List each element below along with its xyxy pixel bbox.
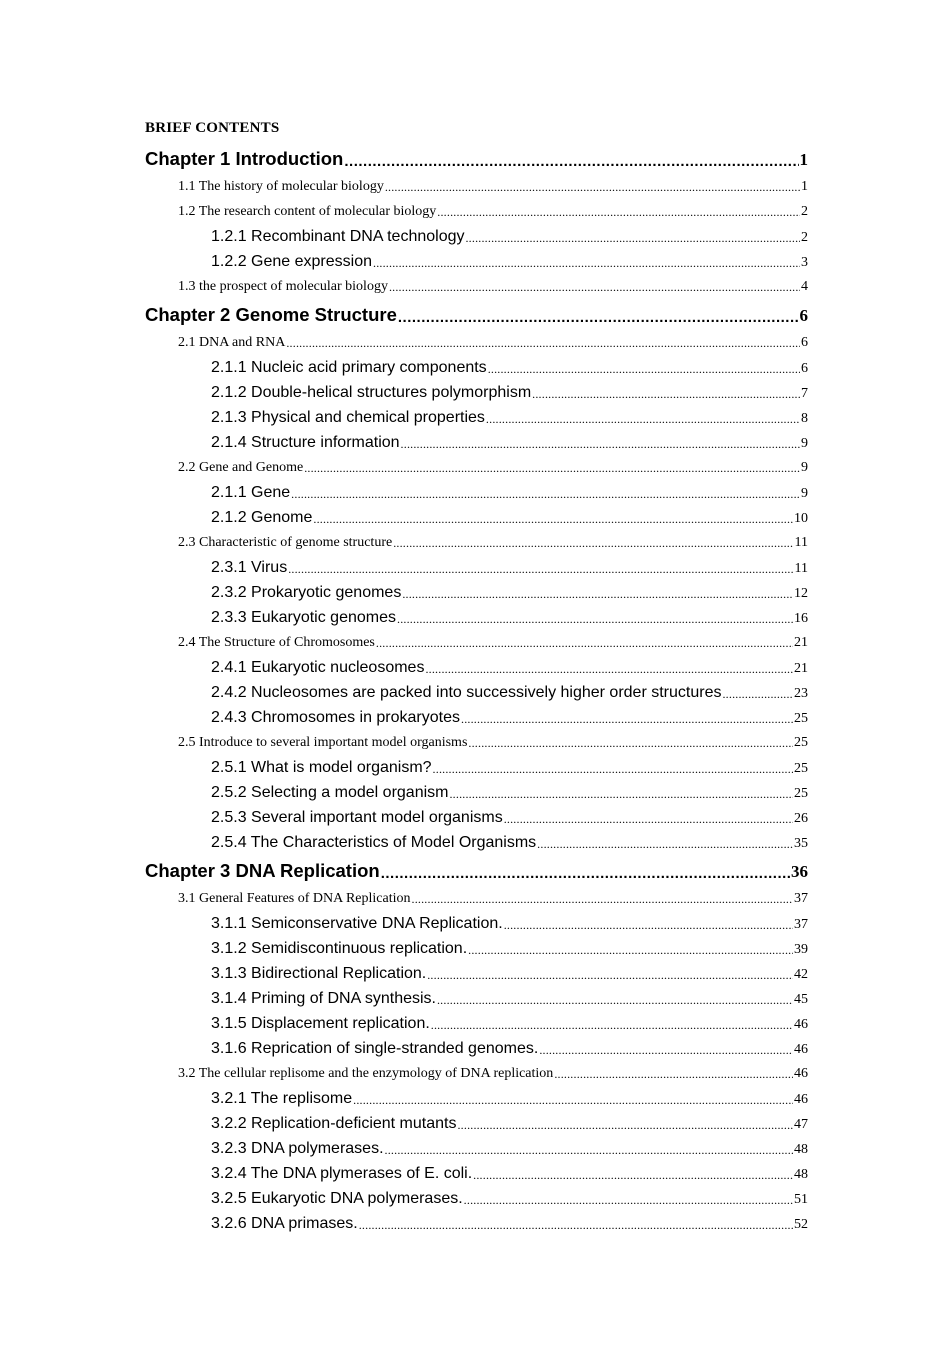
toc-entry-title: 2.1 DNA and RNA — [178, 335, 286, 350]
toc-subsection-entry[interactable] — [145, 680, 808, 705]
toc-entry-page-number: 2 — [801, 230, 808, 245]
dot-leader — [449, 787, 793, 802]
toc-entry-title: 3.1 General Features of DNA Replication — [178, 891, 411, 906]
dot-leader — [468, 736, 793, 751]
toc-entry-page-number: 2 — [801, 204, 808, 219]
toc-entry-page-number: 7 — [801, 386, 808, 401]
toc-subsection-entry[interactable] — [145, 1211, 808, 1236]
dot-leader — [437, 205, 800, 220]
toc-subsection-entry[interactable] — [145, 380, 808, 405]
dot-leader — [425, 662, 793, 677]
toc-subsection-entry[interactable] — [145, 755, 808, 780]
toc-entry-title: 3.2.4 The DNA plymerases of E. coli. — [211, 1165, 473, 1182]
toc-entry-title: 2.1.2 Genome — [211, 509, 313, 526]
dot-leader — [554, 1067, 793, 1082]
toc-entry-page-number: 11 — [794, 535, 808, 550]
toc-entry-title: 2.5.2 Selecting a model organism — [211, 784, 449, 801]
toc-entry-page-number: 25 — [794, 711, 808, 726]
dot-leader — [313, 512, 793, 527]
dot-leader — [385, 180, 800, 195]
toc-entry-title: Chapter 2 Genome Structure — [145, 304, 397, 325]
toc-subsection-entry[interactable] — [145, 355, 808, 380]
toc-entry-title: 1.2.2 Gene expression — [211, 253, 372, 270]
dot-leader — [722, 687, 793, 702]
dot-leader — [373, 256, 800, 271]
toc-entry-page-number: 25 — [794, 761, 808, 776]
toc-entry-title: Chapter 1 Introduction — [145, 148, 344, 169]
dot-leader — [433, 762, 793, 777]
dot-leader — [389, 280, 800, 295]
toc-entry-title: 2.1.1 Nucleic acid primary components — [211, 359, 487, 376]
dot-leader — [504, 812, 793, 827]
toc-entry-title: 2.5 Introduce to several important model organisms — [178, 735, 468, 750]
toc-subsection-entry[interactable] — [145, 1136, 808, 1161]
toc-subsection-entry[interactable] — [145, 1086, 808, 1111]
toc-entry-page-number: 48 — [794, 1142, 808, 1157]
toc-subsection-entry[interactable] — [145, 705, 808, 730]
toc-subsection-entry[interactable] — [145, 555, 808, 580]
toc-subsection-entry[interactable] — [145, 936, 808, 961]
dot-leader — [402, 587, 793, 602]
toc-section-entry[interactable] — [145, 730, 808, 755]
toc-section-entry[interactable] — [145, 630, 808, 655]
toc-section-entry[interactable] — [145, 274, 808, 299]
toc-subsection-entry[interactable] — [145, 1011, 808, 1036]
toc-section-entry[interactable] — [145, 174, 808, 199]
toc-subsection-entry[interactable] — [145, 249, 808, 274]
toc-subsection-entry[interactable] — [145, 1036, 808, 1061]
toc-entry-title: 2.1.3 Physical and chemical properties — [211, 409, 485, 426]
toc-subsection-entry[interactable] — [145, 830, 808, 855]
dot-leader — [288, 562, 793, 577]
toc-entry-page-number: 1 — [799, 150, 808, 169]
toc-subsection-entry[interactable] — [145, 480, 808, 505]
toc-entry-page-number: 12 — [794, 586, 808, 601]
dot-leader — [457, 1118, 793, 1133]
toc-entry-title: 3.2.5 Eukaryotic DNA polymerases. — [211, 1190, 463, 1207]
toc-entry-title: 2.4 The Structure of Chromosomes — [178, 635, 375, 650]
dot-leader — [412, 892, 794, 907]
toc-subsection-entry[interactable] — [145, 1161, 808, 1186]
toc-entry-page-number: 9 — [801, 460, 808, 475]
toc-entry-title: 1.1 The history of molecular biology — [178, 179, 384, 194]
dot-leader — [539, 1043, 793, 1058]
dot-leader — [461, 712, 793, 727]
dot-leader — [537, 837, 793, 852]
toc-subsection-entry[interactable] — [145, 986, 808, 1011]
toc-subsection-entry[interactable] — [145, 405, 808, 430]
dot-leader — [532, 387, 800, 402]
toc-subsection-entry[interactable] — [145, 505, 808, 530]
toc-entry-page-number: 47 — [794, 1117, 808, 1132]
toc-entry-page-number: 46 — [794, 1066, 808, 1081]
toc-entry-title: 2.3 Characteristic of genome structure — [178, 535, 393, 550]
toc-entry-page-number: 42 — [794, 967, 808, 982]
toc-entry-page-number: 23 — [794, 686, 808, 701]
toc-subsection-entry[interactable] — [145, 1111, 808, 1136]
toc-entry-page-number: 37 — [794, 891, 808, 906]
toc-heading: BRIEF CONTENTS — [145, 120, 280, 136]
toc-entry-page-number: 37 — [794, 917, 808, 932]
toc-entry-page-number: 6 — [799, 306, 808, 325]
toc-subsection-entry[interactable] — [145, 780, 808, 805]
toc-chapter-entry[interactable] — [145, 299, 808, 330]
toc-entry-page-number: 6 — [801, 361, 808, 376]
toc-entry-page-number: 46 — [794, 1042, 808, 1057]
toc-entry-page-number: 46 — [794, 1092, 808, 1107]
toc-chapter-entry[interactable] — [145, 146, 808, 174]
toc-subsection-entry[interactable] — [145, 605, 808, 630]
toc-entry-title: 3.2.6 DNA primases. — [211, 1215, 358, 1232]
table-of-contents — [145, 146, 808, 1236]
toc-entry-title: 2.5.4 The Characteristics of Model Organisms — [211, 834, 537, 851]
dot-leader — [376, 636, 793, 651]
toc-entry-title: 3.1.3 Bidirectional Replication. — [211, 965, 427, 982]
dot-leader — [437, 993, 793, 1008]
toc-entry-title: 2.4.3 Chromosomes in prokaryotes — [211, 709, 460, 726]
toc-entry-page-number: 51 — [794, 1192, 808, 1207]
dot-leader — [464, 1193, 793, 1208]
dot-leader — [504, 918, 793, 933]
toc-entry-title: 3.2 The cellular replisome and the enzymology of DNA replication — [178, 1066, 554, 1081]
toc-subsection-entry[interactable] — [145, 580, 808, 605]
dot-leader — [401, 437, 800, 452]
toc-section-entry[interactable] — [145, 199, 808, 224]
toc-entry-page-number: 25 — [794, 786, 808, 801]
dot-leader — [385, 1143, 793, 1158]
toc-entry-title: 2.3.2 Prokaryotic genomes — [211, 584, 402, 601]
toc-entry-page-number: 1 — [801, 179, 808, 194]
toc-entry-title: 3.1.4 Priming of DNA synthesis. — [211, 990, 436, 1007]
toc-entry-title: 2.3.1 Virus — [211, 559, 288, 576]
dot-leader — [393, 536, 793, 551]
dot-leader — [486, 412, 800, 427]
toc-entry-page-number: 46 — [794, 1017, 808, 1032]
toc-entry-title: 1.2.1 Recombinant DNA technology — [211, 228, 465, 245]
toc-entry-title: 2.4.2 Nucleosomes are packed into successively higher order structures — [211, 684, 722, 701]
toc-section-entry[interactable] — [145, 330, 808, 355]
toc-entry-page-number: 48 — [794, 1167, 808, 1182]
toc-subsection-entry[interactable] — [145, 224, 808, 249]
toc-entry-page-number: 8 — [801, 411, 808, 426]
toc-entry-page-number: 3 — [801, 255, 808, 270]
dot-leader — [465, 231, 800, 246]
toc-subsection-entry[interactable] — [145, 805, 808, 830]
toc-section-entry[interactable] — [145, 530, 808, 555]
toc-chapter-entry[interactable] — [145, 855, 808, 886]
toc-entry-page-number: 16 — [794, 611, 808, 626]
toc-entry-page-number: 36 — [791, 862, 808, 881]
dot-leader — [397, 612, 793, 627]
toc-entry-page-number: 26 — [794, 811, 808, 826]
dot-leader — [304, 461, 800, 476]
toc-section-entry[interactable] — [145, 886, 808, 911]
dot-leader — [291, 487, 800, 502]
toc-entry-title: 2.1.2 Double-helical structures polymorphism — [211, 384, 532, 401]
toc-entry-title: Chapter 3 DNA Replication — [145, 860, 380, 881]
toc-entry-title: 2.5.3 Several important model organisms — [211, 809, 503, 826]
toc-entry-title: 3.1.2 Semidiscontinuous replication. — [211, 940, 468, 957]
dot-leader — [468, 943, 793, 958]
toc-entry-page-number: 10 — [794, 511, 808, 526]
toc-entry-page-number: 9 — [801, 436, 808, 451]
toc-entry-page-number: 21 — [794, 661, 808, 676]
toc-entry-title: 2.1.1 Gene — [211, 484, 291, 501]
toc-entry-page-number: 52 — [794, 1217, 808, 1232]
toc-entry-title: 2.4.1 Eukaryotic nucleosomes — [211, 659, 425, 676]
toc-subsection-entry[interactable] — [145, 1186, 808, 1211]
dot-leader — [359, 1218, 793, 1233]
dot-leader — [431, 1018, 793, 1033]
toc-entry-page-number: 45 — [794, 992, 808, 1007]
dot-leader — [488, 362, 800, 377]
toc-entry-title: 2.2 Gene and Genome — [178, 460, 304, 475]
toc-section-entry[interactable] — [145, 1061, 808, 1086]
dot-leader — [381, 865, 790, 882]
dot-leader — [427, 968, 793, 983]
toc-section-entry[interactable] — [145, 455, 808, 480]
dot-leader — [286, 336, 800, 351]
toc-entry-title: 2.3.3 Eukaryotic genomes — [211, 609, 396, 626]
toc-entry-title: 3.2.1 The replisome — [211, 1090, 353, 1107]
toc-entry-page-number: 21 — [794, 635, 808, 650]
toc-entry-page-number: 25 — [794, 735, 808, 750]
toc-entry-title: 1.3 the prospect of molecular biology — [178, 279, 388, 294]
toc-entry-page-number: 35 — [794, 836, 808, 851]
toc-subsection-entry[interactable] — [145, 961, 808, 986]
toc-entry-title: 2.1.4 Structure information — [211, 434, 400, 451]
toc-entry-page-number: 6 — [801, 335, 808, 350]
toc-entry-title: 2.5.1 What is model organism? — [211, 759, 432, 776]
toc-entry-page-number: 11 — [794, 561, 808, 576]
toc-subsection-entry[interactable] — [145, 911, 808, 936]
dot-leader — [353, 1093, 793, 1108]
toc-entry-title: 3.1.5 Displacement replication. — [211, 1015, 430, 1032]
toc-entry-title: 3.2.2 Replication-deficient mutants — [211, 1115, 457, 1132]
toc-entry-title: 3.1.1 Semiconservative DNA Replication. — [211, 915, 503, 932]
toc-entry-page-number: 4 — [801, 279, 808, 294]
toc-subsection-entry[interactable] — [145, 655, 808, 680]
toc-entry-title: 1.2 The research content of molecular biology — [178, 204, 437, 219]
toc-entry-title: 3.2.3 DNA polymerases. — [211, 1140, 384, 1157]
dot-leader — [473, 1168, 793, 1183]
dot-leader — [344, 153, 798, 170]
toc-entry-page-number: 9 — [801, 486, 808, 501]
toc-entry-page-number: 39 — [794, 942, 808, 957]
toc-entry-title: 3.1.6 Reprication of single-stranded genomes. — [211, 1040, 539, 1057]
dot-leader — [398, 309, 799, 326]
toc-subsection-entry[interactable] — [145, 430, 808, 455]
